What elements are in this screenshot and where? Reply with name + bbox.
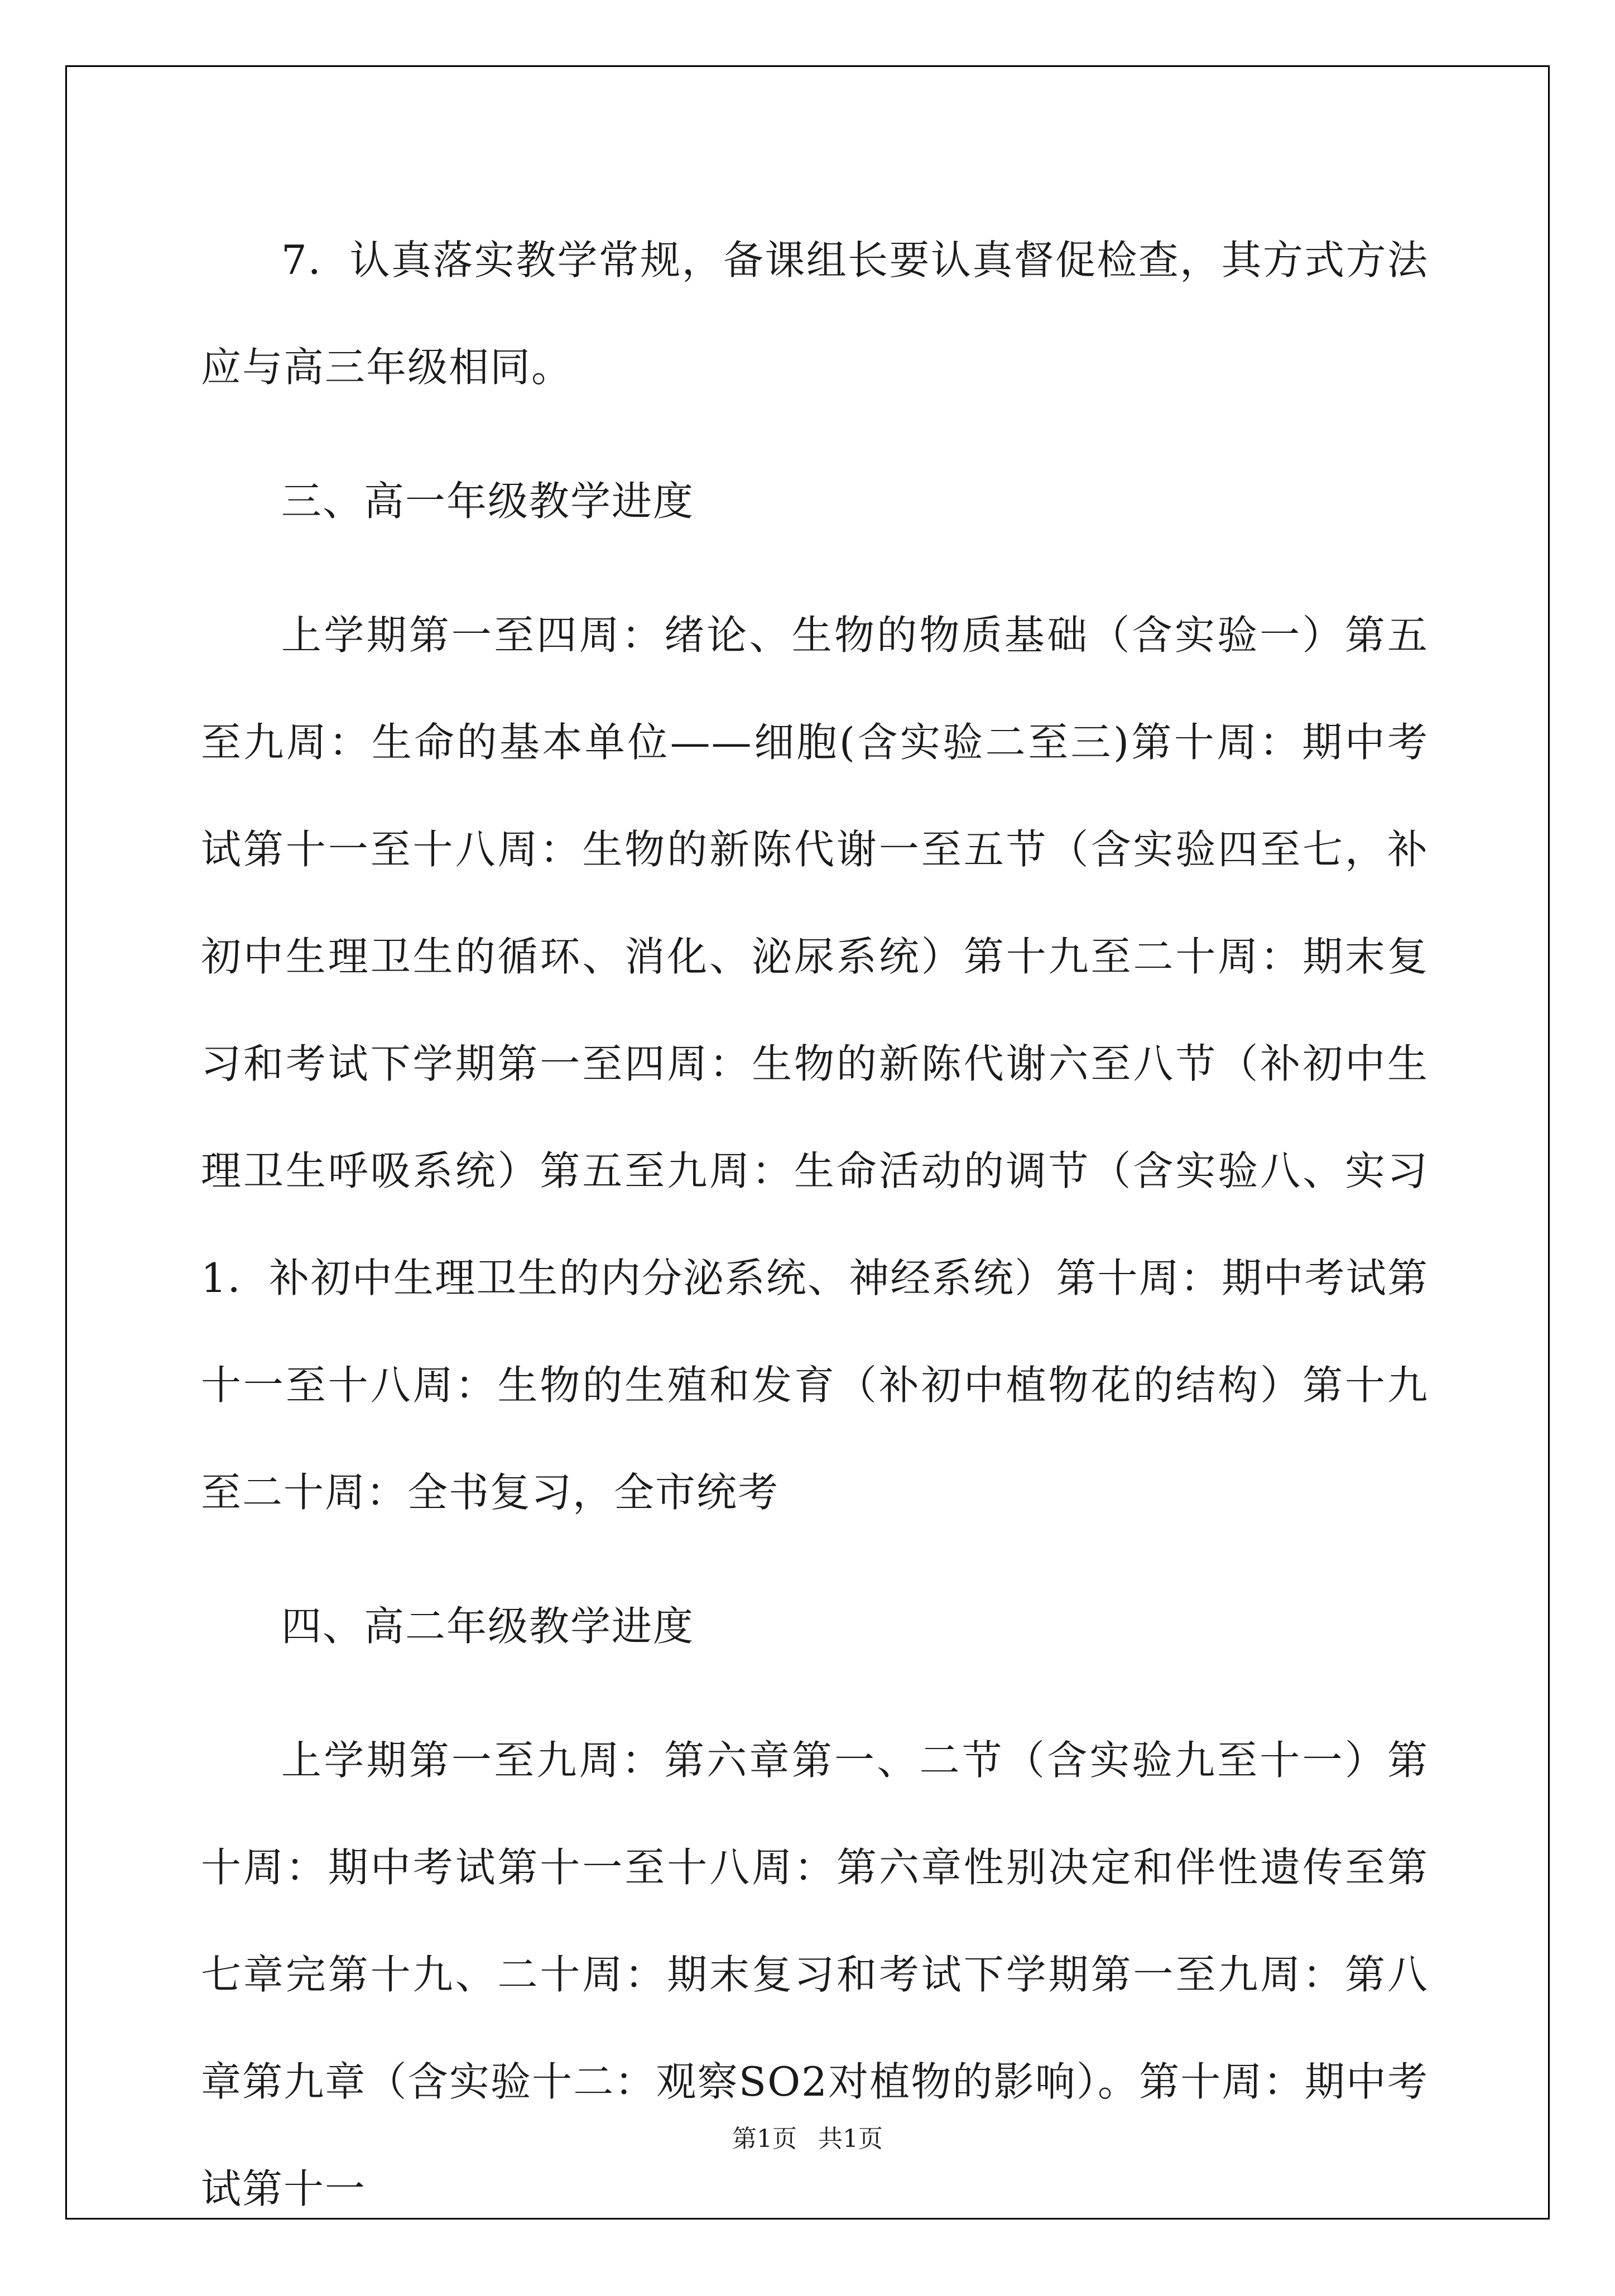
section-heading-grade-11: 四、高二年级教学进度 [281,1603,695,1650]
page-number: 第1页 [732,2125,797,2153]
section-heading-grade-10: 三、高一年级教学进度 [281,478,695,525]
paragraph-grade-11-schedule: 上学期第一至九周：第六章第一、二节（含实验九至十一）第十周：期中考试第十一至十八周：第六章性别决定和伴性遗传至第七章完第十九、二十周：期末复习和考试下学期第一至九周：第八章第九章（含实验十二：观察SO2对植物的影响）。第十周：期中考试第十一 [201,1737,1429,2212]
paragraph-teaching-routine: 7．认真落实教学常规，备课组长要认真督促检查，其方式方法应与高三年级相同。 [201,237,1429,391]
page-total: 共1页 [818,2125,883,2153]
page-footer [0,2124,1615,2155]
paragraph-grade-10-schedule: 上学期第一至四周：绪论、生物的物质基础（含实验一）第五至九周：生命的基本单位——细胞(含实验二至三)第十周：期中考试第十一至十八周：生物的新陈代谢一至五节（含实验四至七，补初中生理卫生的循环、消化、泌尿系统）第十九至二十周：期末复习和考试下学期第一至四周：生物的新陈代谢六至八节（补初中生理卫生呼吸系统）第五至九周：生命活动的调节（含实验八、实习1．补初中生理卫生的内分泌系统、神经系统）第十周：期中考试第十一至十八周：生物的生殖和发育（补初中植物花的结构）第十九至二十周：全书复习，全市统考 [201,612,1429,1516]
document-body [201,206,1429,2296]
